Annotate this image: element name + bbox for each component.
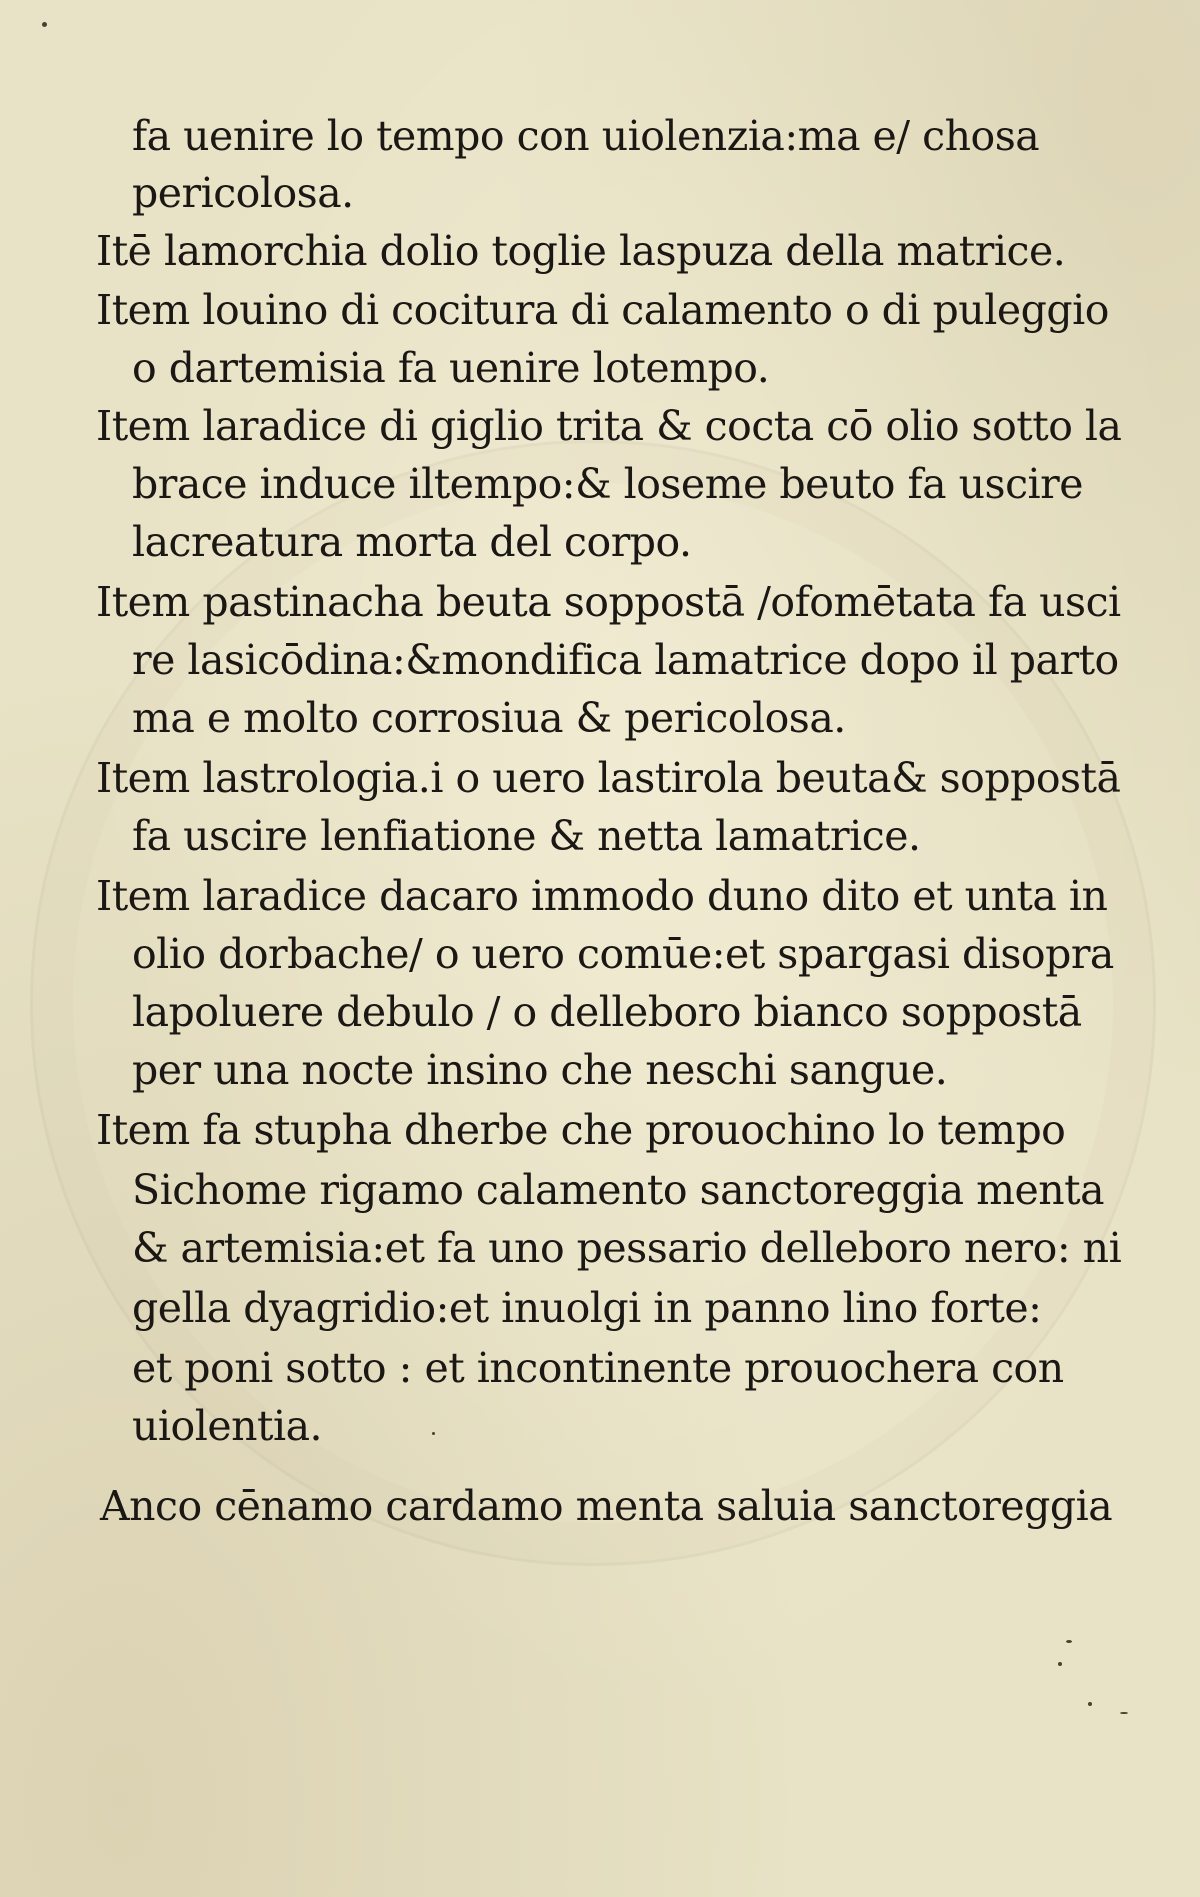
text-line: o dartemisia fa uenire lotempo. [132,344,770,392]
text-line: Item laradice dacaro immodo duno dito et unta in [96,872,1108,920]
ink-fleck [1058,1662,1062,1666]
text-line: pericolosa. [132,169,354,217]
text-line: Item lastrologia.i o uero lastirola beuta& soppostā [96,754,1121,802]
text-line: & artemisia:et fa uno pessario delleboro nero: ni [132,1224,1122,1272]
text-line: gella dyagridio:et inuolgi in panno lino forte: [132,1284,1042,1332]
text-line: lapoluere debulo / o delleboro bianco soppostā [132,988,1082,1036]
text-line: Item laradice di giglio trita & cocta cō olio sotto la [96,402,1122,450]
text-line: Sichome rigamo calamento sanctoreggia menta [132,1166,1105,1214]
text-line: per una nocte insino che neschi sangue. [132,1046,948,1094]
ink-fleck [1120,1712,1128,1714]
text-line: lacreatura morta del corpo. [132,518,692,566]
text-line: uiolentia. [132,1402,323,1450]
text-line: Item louino di cocitura di calamento o di puleggio [96,286,1109,334]
text-line: Item fa stupha dherbe che prouochino lo tempo [96,1106,1066,1154]
text-line: re lasicōdina:&mondifica lamatrice dopo il parto [132,636,1119,684]
text-line: ma e molto corrosiua & pericolosa. [132,694,846,742]
text-line: fa uscire lenfiatione & netta lamatrice. [132,812,921,860]
text-line: Item pastinacha beuta soppostā /ofomētata fa usci [96,578,1121,626]
ink-fleck [42,22,47,27]
text-line: Anco cēnamo cardamo menta saluia sanctoreggia [100,1482,1113,1530]
ink-fleck [1066,1640,1072,1643]
ink-fleck [1088,1702,1092,1706]
text-line: brace induce iltempo:& loseme beuto fa uscire [132,460,1084,508]
ink-fleck [432,1432,435,1435]
text-line: olio dorbache/ o uero comūe:et spargasi disopra [132,930,1114,978]
text-line: et poni sotto : et incontinente prouochera con [132,1344,1064,1392]
text-line: Itē lamorchia dolio toglie laspuza della matrice. [96,227,1066,275]
text-line: fa uenire lo tempo con uiolenzia:ma e/ chosa [132,112,1040,160]
